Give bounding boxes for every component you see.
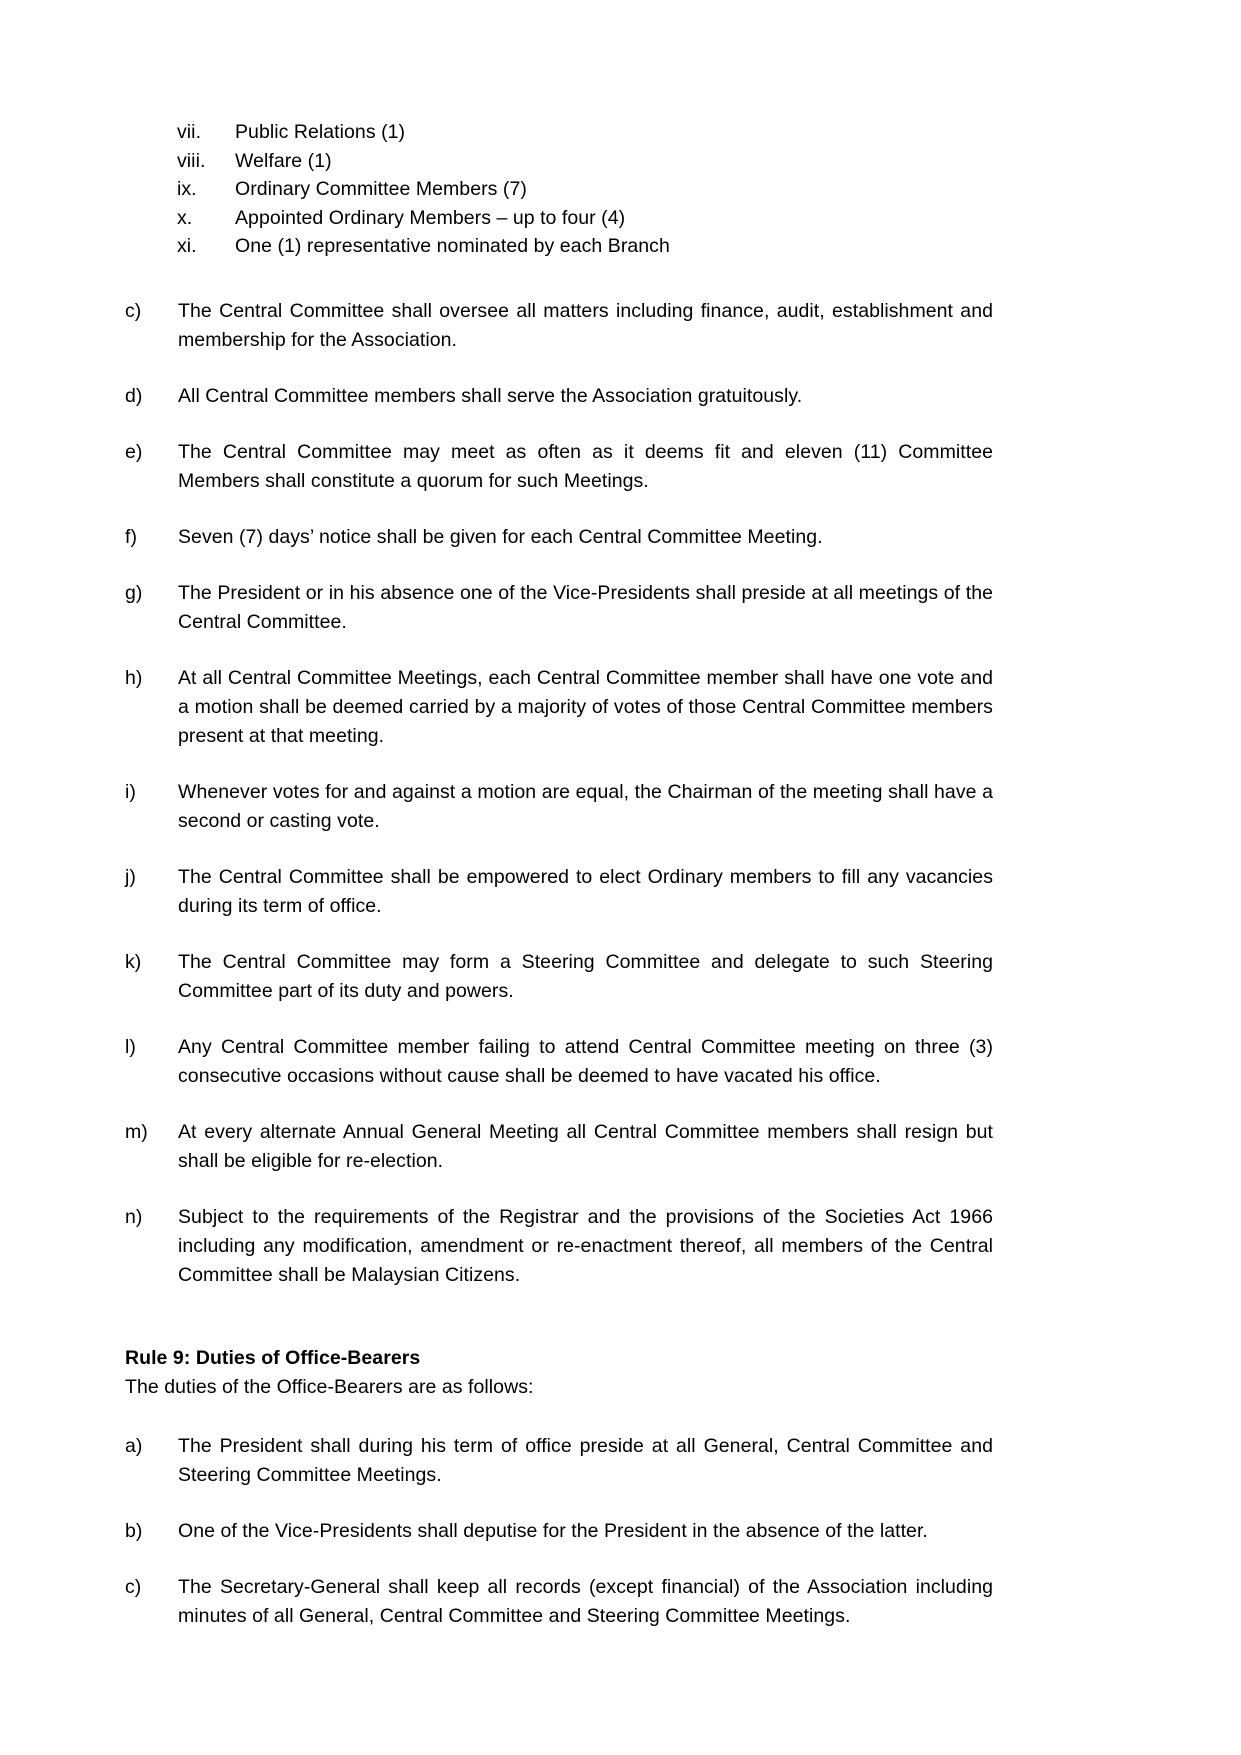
clause-text: One of the Vice-Presidents shall deputise for the President in the absence of the latter. (178, 1519, 928, 1542)
list-item-marker: xi. (177, 235, 197, 257)
rule-9-title: Rule 9: Duties of Office-Bearers (125, 1346, 421, 1369)
clause-j (125, 863, 993, 921)
clause-text: Whenever votes for and against a motion are equal, the Chairman of the meeting shall have a second or casting vote. (178, 780, 993, 832)
clause-n (125, 1203, 993, 1290)
clause-marker: n) (125, 1205, 143, 1228)
list-item (177, 232, 993, 261)
clause-marker: g) (125, 581, 143, 604)
clause-marker: k) (125, 950, 142, 973)
clause-text: Seven (7) days’ notice shall be given for each Central Committee Meeting. (178, 525, 823, 548)
clause-marker: b) (125, 1519, 143, 1542)
clause-h (125, 664, 993, 751)
clause-d (125, 382, 993, 411)
clause-text: The Central Committee may meet as often as it deems fit and eleven (11) Committee Members shall constitute a quorum for such Meetings. (178, 440, 993, 492)
rule9-clause-a (125, 1432, 993, 1490)
list-item-marker: vii. (177, 121, 202, 143)
clause-text: All Central Committee members shall serve the Association gratuitously. (178, 384, 803, 407)
clause-i (125, 778, 993, 836)
clause-marker: d) (125, 384, 143, 407)
clause-marker: h) (125, 666, 143, 689)
clause-c (125, 297, 993, 355)
list-item (177, 175, 993, 204)
clause-text: Subject to the requirements of the Registrar and the provisions of the Societies Act 1966 including any modification, amendment or re-enactment thereof, all members of the Central Committee shall be Malaysian Citizens. (178, 1205, 993, 1286)
rule9-clause-b (125, 1517, 993, 1546)
clause-l (125, 1033, 993, 1091)
clause-marker: e) (125, 440, 143, 463)
list-item-text: One (1) representative nominated by each Branch (235, 235, 670, 257)
clause-marker: c) (125, 299, 142, 322)
list-item (177, 118, 993, 147)
clause-marker: l) (125, 1035, 136, 1058)
clause-g (125, 579, 993, 637)
clause-text: The President shall during his term of office preside at all General, Central Committee and Steering Committee Meetings. (178, 1434, 993, 1486)
list-item-text: Ordinary Committee Members (7) (235, 178, 527, 200)
list-item-marker: viii. (177, 149, 206, 172)
clause-text: Any Central Committee member failing to attend Central Committee meeting on three (3) consecutive occasions without cause shall be deemed to have vacated his office. (178, 1035, 993, 1087)
clause-marker: c) (125, 1575, 142, 1598)
clause-marker: i) (125, 780, 136, 803)
list-item (177, 147, 993, 176)
clause-text: The Central Committee may form a Steering Committee and delegate to such Steering Committee part of its duty and powers. (178, 950, 993, 1002)
list-item-text: Public Relations (1) (235, 121, 406, 143)
clause-marker: j) (125, 865, 136, 888)
clause-text: At all Central Committee Meetings, each Central Committee member shall have one vote and a motion shall be deemed carried by a majority of votes of those Central Committee members present at that meeting. (178, 666, 993, 747)
document-content (125, 118, 993, 1631)
clause-f (125, 523, 993, 552)
clause-text: The Secretary-General shall keep all records (except financial) of the Association including minutes of all General, Central Committee and Steering Committee Meetings. (178, 1575, 993, 1627)
list-item-text: Welfare (1) (235, 149, 332, 172)
clause-text: The Central Committee shall oversee all matters including finance, audit, establishment and membership for the Association. (178, 299, 993, 351)
clause-m (125, 1118, 993, 1176)
list-item (177, 204, 993, 233)
clause-e (125, 438, 993, 496)
list-item-marker: ix. (177, 178, 197, 200)
list-item-marker: x. (177, 206, 193, 229)
clause-marker: f) (125, 525, 138, 548)
rule-9-heading-block (125, 1344, 993, 1402)
list-item-text: Appointed Ordinary Members – up to four (4) (235, 206, 626, 229)
clause-marker: a) (125, 1434, 143, 1457)
clause-text: The President or in his absence one of the Vice-Presidents shall preside at all meetings of the Central Committee. (178, 581, 993, 633)
rule9-clause-c (125, 1573, 993, 1631)
roman-numeral-list (177, 118, 993, 261)
rule-9-subtitle: The duties of the Office-Bearers are as follows: (125, 1375, 534, 1398)
clause-k (125, 948, 993, 1006)
clause-text: The Central Committee shall be empowered to elect Ordinary members to fill any vacancies during its term of office. (178, 865, 993, 917)
clause-text: At every alternate Annual General Meeting all Central Committee members shall resign but shall be eligible for re-election. (178, 1120, 993, 1172)
clause-marker: m) (125, 1120, 148, 1143)
